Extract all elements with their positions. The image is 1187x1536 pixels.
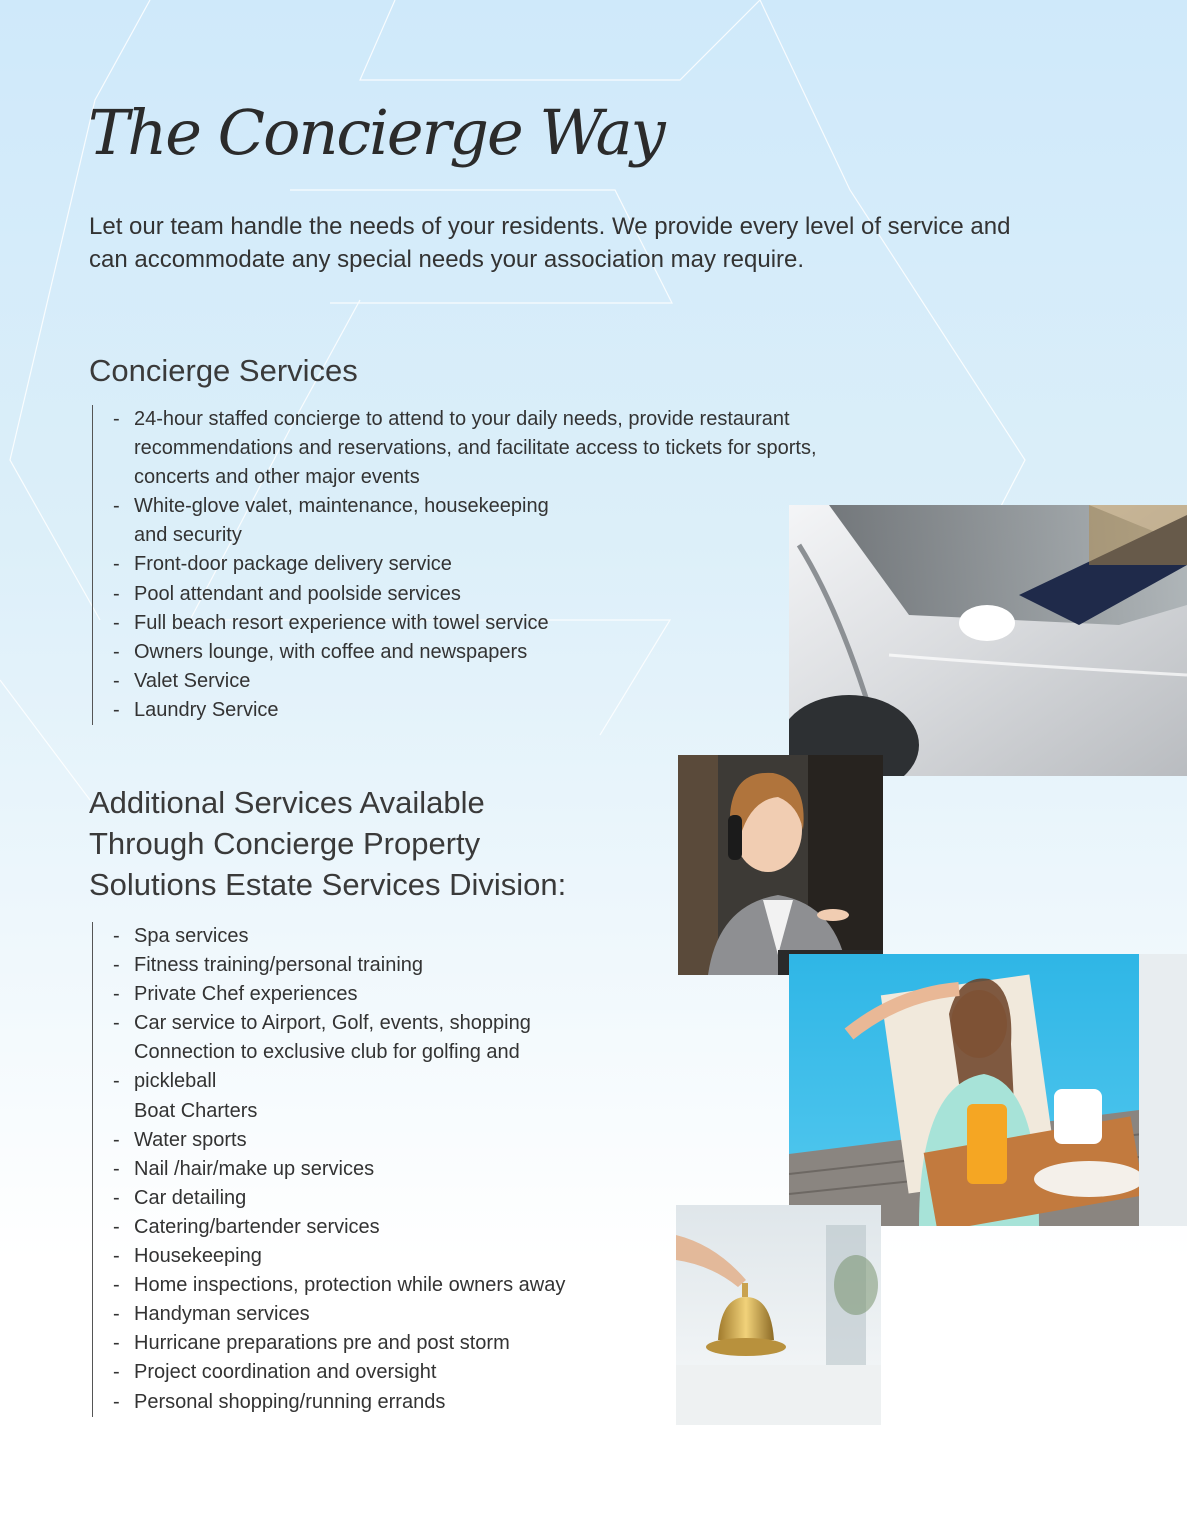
additional-services-list bbox=[92, 922, 565, 1417]
list-item-text: concerts and other major events bbox=[134, 466, 420, 489]
list-dash: - bbox=[113, 1157, 120, 1180]
list-item bbox=[93, 1184, 565, 1213]
list-item bbox=[93, 609, 817, 638]
list-item bbox=[93, 1155, 565, 1184]
list-item-text: Project coordination and oversight bbox=[134, 1361, 437, 1384]
list-dash: - bbox=[113, 553, 120, 576]
list-dash: - bbox=[113, 1390, 120, 1413]
list-item-text: Home inspections, protection while owners away bbox=[134, 1274, 566, 1297]
list-item-text: Owners lounge, with coffee and newspapers bbox=[134, 640, 528, 663]
list-item-text: Pool attendant and poolside services bbox=[134, 582, 461, 605]
concierge-services-list bbox=[92, 405, 817, 725]
page-title: The Concierge Way bbox=[88, 96, 664, 169]
list-item bbox=[93, 922, 565, 951]
list-dash: - bbox=[113, 1303, 120, 1326]
list-item-text: Car detailing bbox=[134, 1186, 247, 1209]
receptionist-phone-photo bbox=[678, 755, 883, 975]
list-dash: - bbox=[113, 582, 120, 605]
list-item-text: Full beach resort experience with towel service bbox=[134, 611, 549, 634]
list-item-text: Hurricane preparations pre and post storm bbox=[134, 1332, 510, 1355]
list-item bbox=[93, 550, 817, 579]
additional-services-heading-line: Through Concierge Property bbox=[89, 826, 481, 861]
list-item bbox=[93, 638, 817, 667]
list-item bbox=[93, 1329, 565, 1358]
list-item bbox=[93, 951, 565, 980]
list-item bbox=[93, 696, 817, 725]
list-dash: - bbox=[113, 1012, 120, 1035]
list-dash: - bbox=[113, 640, 120, 663]
list-item bbox=[93, 980, 565, 1009]
list-item bbox=[93, 1388, 565, 1417]
list-item-text: Spa services bbox=[134, 925, 249, 947]
list-dash: - bbox=[113, 925, 120, 947]
list-dash: - bbox=[113, 495, 120, 518]
list-item-text: Housekeeping bbox=[134, 1245, 262, 1268]
list-item bbox=[93, 1067, 565, 1096]
list-item bbox=[93, 667, 817, 696]
list-item-text: Water sports bbox=[134, 1128, 247, 1151]
poolside-woman-photo bbox=[789, 954, 1187, 1226]
list-item bbox=[93, 1300, 565, 1329]
additional-services-heading-line: Additional Services Available bbox=[89, 785, 485, 820]
list-item-text: Personal shopping/running errands bbox=[134, 1390, 446, 1413]
list-item-text: Boat Charters bbox=[134, 1099, 258, 1122]
list-item-text: recommendations and reservations, and facilitate access to tickets for sports, bbox=[134, 437, 817, 460]
service-bell-photo bbox=[676, 1205, 881, 1425]
list-dash: - bbox=[113, 983, 120, 1006]
list-dash: - bbox=[113, 1245, 120, 1268]
list-item bbox=[93, 1213, 565, 1242]
concierge-services-heading: Concierge Services bbox=[89, 353, 358, 388]
list-item-text: Connection to exclusive club for golfing and bbox=[134, 1041, 520, 1064]
list-item bbox=[93, 1126, 565, 1155]
list-dash: - bbox=[113, 1186, 120, 1209]
list-item-text: White-glove valet, maintenance, housekeeping bbox=[134, 495, 549, 518]
list-item bbox=[93, 405, 817, 492]
additional-services-heading-line: Solutions Estate Services Division: bbox=[89, 867, 567, 902]
list-item-text: Catering/bartender services bbox=[134, 1215, 380, 1238]
list-item-text: Nail /hair/make up services bbox=[134, 1157, 375, 1180]
list-item-text: Valet Service bbox=[134, 669, 251, 692]
list-dash: - bbox=[113, 611, 120, 634]
list-item bbox=[93, 1097, 565, 1126]
list-item-text: 24-hour staffed concierge to attend to your daily needs, provide restaurant bbox=[134, 408, 790, 430]
list-item-text: Private Chef experiences bbox=[134, 983, 358, 1006]
list-item bbox=[93, 1038, 565, 1067]
list-dash: - bbox=[113, 1361, 120, 1384]
list-item bbox=[93, 1358, 565, 1387]
additional-services-heading bbox=[89, 782, 566, 905]
list-item-text: Fitness training/personal training bbox=[134, 954, 424, 977]
list-item bbox=[93, 1271, 565, 1300]
list-dash: - bbox=[113, 1274, 120, 1297]
list-dash: - bbox=[113, 1070, 120, 1093]
list-item bbox=[93, 1242, 565, 1271]
list-dash: - bbox=[113, 408, 120, 430]
intro-paragraph: Let our team handle the needs of your residents. We provide every level of service and can accommodate any special needs your association may require. bbox=[89, 213, 1011, 273]
list-dash: - bbox=[113, 669, 120, 692]
list-dash: - bbox=[113, 1332, 120, 1355]
list-item-text: Front-door package delivery service bbox=[134, 553, 452, 576]
list-item bbox=[93, 1009, 565, 1038]
list-item-text: and security bbox=[134, 524, 242, 547]
list-item-text: pickleball bbox=[134, 1070, 217, 1093]
list-dash: - bbox=[113, 1128, 120, 1151]
list-item-text: Laundry Service bbox=[134, 698, 279, 721]
list-dash: - bbox=[113, 954, 120, 977]
list-item bbox=[93, 492, 817, 550]
list-dash: - bbox=[113, 1215, 120, 1238]
list-item bbox=[93, 580, 817, 609]
list-dash: - bbox=[113, 698, 120, 721]
valet-car-door-photo bbox=[789, 505, 1187, 776]
list-item-text: Car service to Airport, Golf, events, shopping bbox=[134, 1012, 531, 1035]
list-item-text: Handyman services bbox=[134, 1303, 310, 1326]
